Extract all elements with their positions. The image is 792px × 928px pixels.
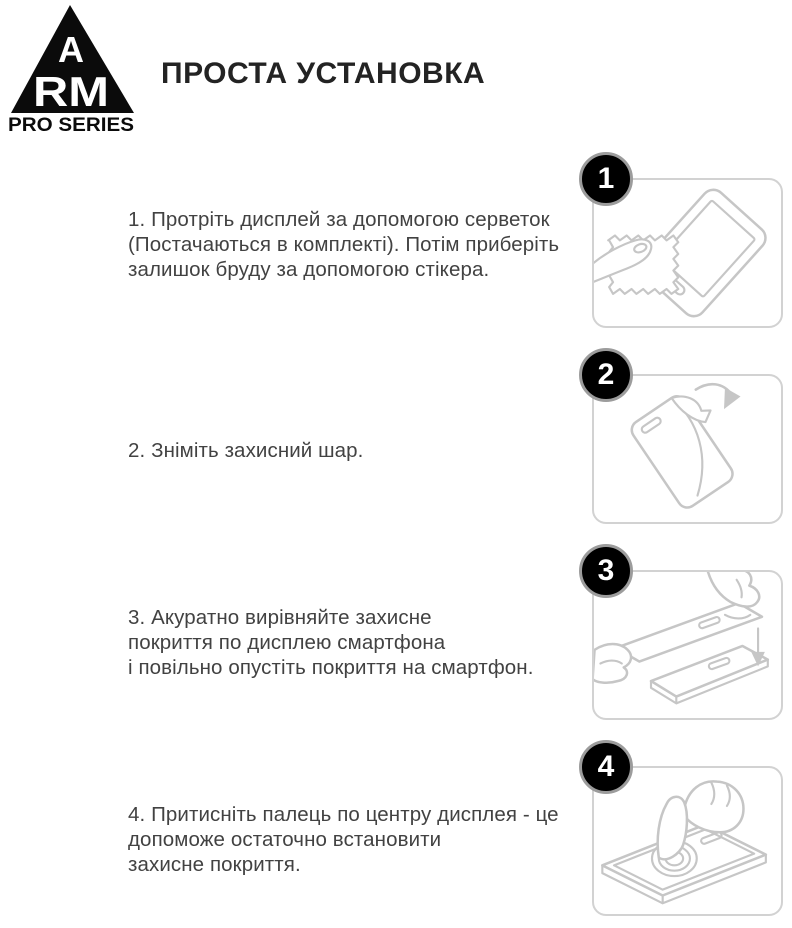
- step-text-line: і повільно опустіть покриття на смартфон.: [128, 656, 534, 679]
- step-number: 3: [597, 554, 615, 587]
- step-number: 2: [597, 358, 615, 391]
- press-finger-illustration: [594, 768, 781, 914]
- step-text-line: 3. Акуратно вирівняйте захисне: [128, 606, 432, 629]
- step-1-illustration-box: [592, 162, 783, 328]
- step-text-line: покриття по дисплею смартфона: [128, 631, 446, 654]
- step-3-illustration-box: [592, 554, 783, 720]
- step-1-text: [128, 207, 580, 282]
- step-text-line: допоможе остаточно встановити: [128, 828, 442, 851]
- step-text-line: залишок бруду за допомогою стікера.: [128, 258, 490, 281]
- logo-letter-a: A: [58, 29, 84, 70]
- step-4-text: [128, 802, 580, 877]
- wipe-cloth-illustration: [594, 180, 781, 326]
- arm-pro-series-logo: [4, 2, 138, 134]
- step-4-illustration-box: [592, 750, 783, 916]
- logo-series-label: PRO SERIES: [8, 115, 134, 134]
- align-protector-illustration: [594, 572, 781, 718]
- step-3-text: [128, 605, 580, 680]
- logo-letters-rm: RM: [33, 68, 109, 115]
- step-3-number-badge: [579, 544, 633, 598]
- step-text-line: (Постачаються в комплекті). Потім приберіть: [128, 233, 560, 256]
- step-2-text: [128, 438, 580, 463]
- step-4-number-badge: [579, 740, 633, 794]
- step-2-illustration-box: [592, 358, 783, 524]
- step-text-line: 1. Протріть дисплей за допомогою серветок: [128, 208, 550, 231]
- step-number: 4: [597, 750, 615, 783]
- step-text-line: 4. Притисніть палець по центру дисплея - це: [128, 803, 559, 826]
- peel-layer-illustration: [594, 376, 781, 522]
- step-number: 1: [597, 162, 615, 195]
- step-1-number-badge: [579, 152, 633, 206]
- step-2-number-badge: [579, 348, 633, 402]
- step-text-line: захисне покриття.: [128, 853, 301, 876]
- page-title: ПРОСТА УСТАНОВКА: [161, 57, 486, 90]
- step-text-line: 2. Зніміть захисний шар.: [128, 439, 364, 462]
